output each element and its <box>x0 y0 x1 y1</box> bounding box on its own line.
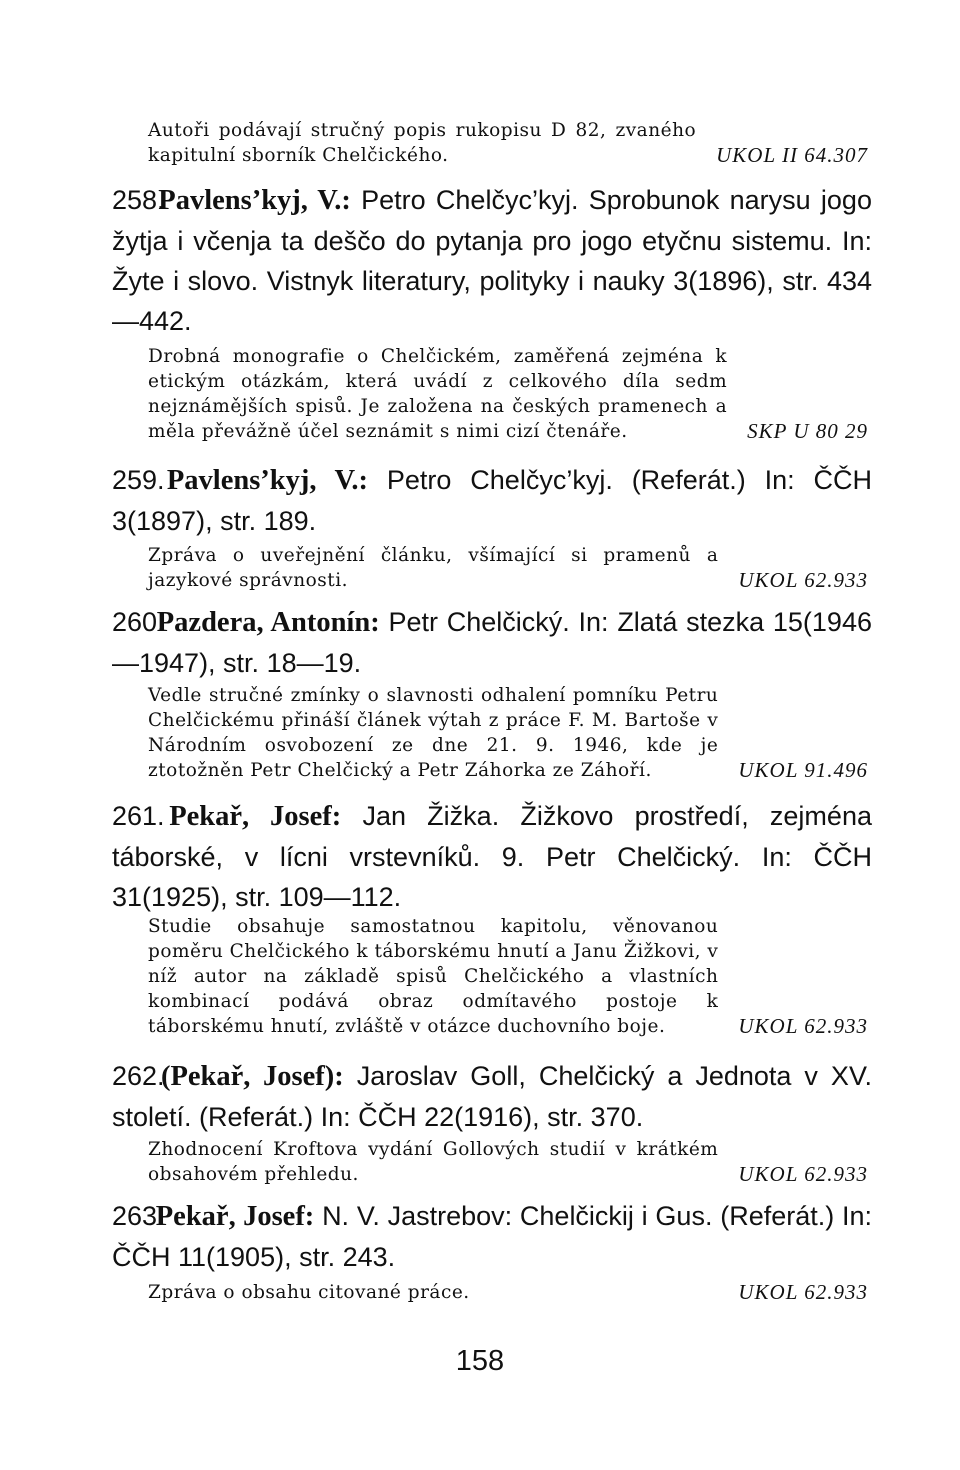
entry-263-note <box>148 1280 868 1305</box>
entry-number: 261. <box>112 801 165 831</box>
page-number: 158 <box>455 1345 505 1377</box>
entry-262-heading <box>112 1056 872 1137</box>
entry-author: (Pekař, Josef): <box>161 1061 344 1092</box>
entry-title: Petr Chelčický. In: Zlatá stezka 15(1946—1947), str. 18—19. <box>112 607 872 678</box>
entry-259-heading <box>112 460 872 541</box>
intro-note <box>148 118 868 168</box>
entry-annotation: Zpráva o obsahu citované práce. <box>148 1282 470 1303</box>
entry-number: 259. <box>112 465 165 495</box>
entry-author: Pavlens’kyj, V.: <box>166 465 369 496</box>
entry-259-note <box>148 543 868 593</box>
entry-author: Pekař, Josef: <box>155 1201 315 1232</box>
entry-258-note <box>148 344 868 444</box>
entry-author: Pavlens’kyj, V.: <box>158 185 351 216</box>
entry-ref: SKP U 80 29 <box>747 419 868 443</box>
entry-title: N. V. Jastrebov: Chelčickij i Gus. (Referát.) In: ČČH 11(1905), str. 243. <box>112 1201 872 1272</box>
intro-ref: UKOL II 64.307 <box>716 143 868 167</box>
entry-ref: UKOL 62.933 <box>738 1162 868 1186</box>
intro-text: Autoři podávají stručný popis rukopisu D 82, zvaného kapitulní sborník Chelčického. <box>148 120 697 166</box>
entry-annotation: Zhodnocení Kroftova vydání Gollových studií v krátkém obsahovém přehledu. <box>148 1139 719 1185</box>
entry-ref: UKOL 91.496 <box>738 758 868 782</box>
entry-ref: UKOL 62.933 <box>738 1014 868 1038</box>
entry-number: 262. <box>112 1061 165 1091</box>
entry-261-note <box>148 914 868 1039</box>
entry-title: Petro Chelčyc’kyj. (Referát.) In: ČČH 3(1897), str. 189. <box>112 465 872 536</box>
entry-263-heading <box>112 1196 872 1277</box>
entry-258-heading <box>112 180 872 341</box>
entry-title: Petro Chelčyc’kyj. Sprobunok narysu jogo žytja i včenja ta deščo do pytanja pro jogo etyčnu sistemu. In: Žyte i slovo. Vistnyk literatury, polityky i nauky 3(1896), str. 434—442. <box>112 185 872 336</box>
entry-number: 263. <box>112 1201 165 1231</box>
entry-262-note <box>148 1137 868 1187</box>
entry-title: Jaroslav Goll, Chelčický a Jednota v XV. století. (Referát.) In: ČČH 22(1916), str. 370. <box>112 1061 872 1132</box>
entry-number: 258. <box>112 185 165 215</box>
entry-annotation: Studie obsahuje samostatnou kapitolu, věnovanou poměru Chelčického k táborskému hnutí a Janu Žižkovi, v níž autor na základě spisů Chelčického a vlastních kombinací podává obraz odmítavého postoje k táborskému hnutí, zvláště v otázce duchovního boje. <box>148 916 719 1037</box>
entry-title: Jan Žižka. Žižkovo prostředí, zejména táborské, v lícni vrstevníků. 9. Petr Chelčický. In: ČČH 31(1925), str. 109—112. <box>112 801 872 912</box>
entry-annotation: Vedle stručné zmínky o slavnosti odhalení pomníku Petru Chelčickému přináší článek výtah z práce F. M. Bartoše v Národním osvobození ze dne 21. 9. 1946, kde je ztotožněn Petr Chelčický a Petr Záhorka ze Záhoří. <box>148 685 719 781</box>
entry-author: Pazdera, Antonín: <box>156 607 380 638</box>
entry-number: 260. <box>112 607 165 637</box>
entry-ref: UKOL 62.933 <box>738 1280 868 1304</box>
entry-261-heading <box>112 796 872 917</box>
entry-260-heading <box>112 602 872 683</box>
entry-annotation: Drobná monografie o Chelčickém, zaměřená zejména k etickým otázkám, která uvádí z celkového díla sedm nejznámějších spisů. Je založena na českých pramenech a měla převážně účel seznámit s nimi cizí čtenáře. <box>148 346 728 442</box>
entry-260-note <box>148 683 868 783</box>
entry-author: Pekař, Josef: <box>169 801 342 832</box>
entry-annotation: Zpráva o uveřejnění článku, všímající si pramenů a jazykové správnosti. <box>148 545 719 591</box>
entry-ref: UKOL 62.933 <box>738 568 868 592</box>
